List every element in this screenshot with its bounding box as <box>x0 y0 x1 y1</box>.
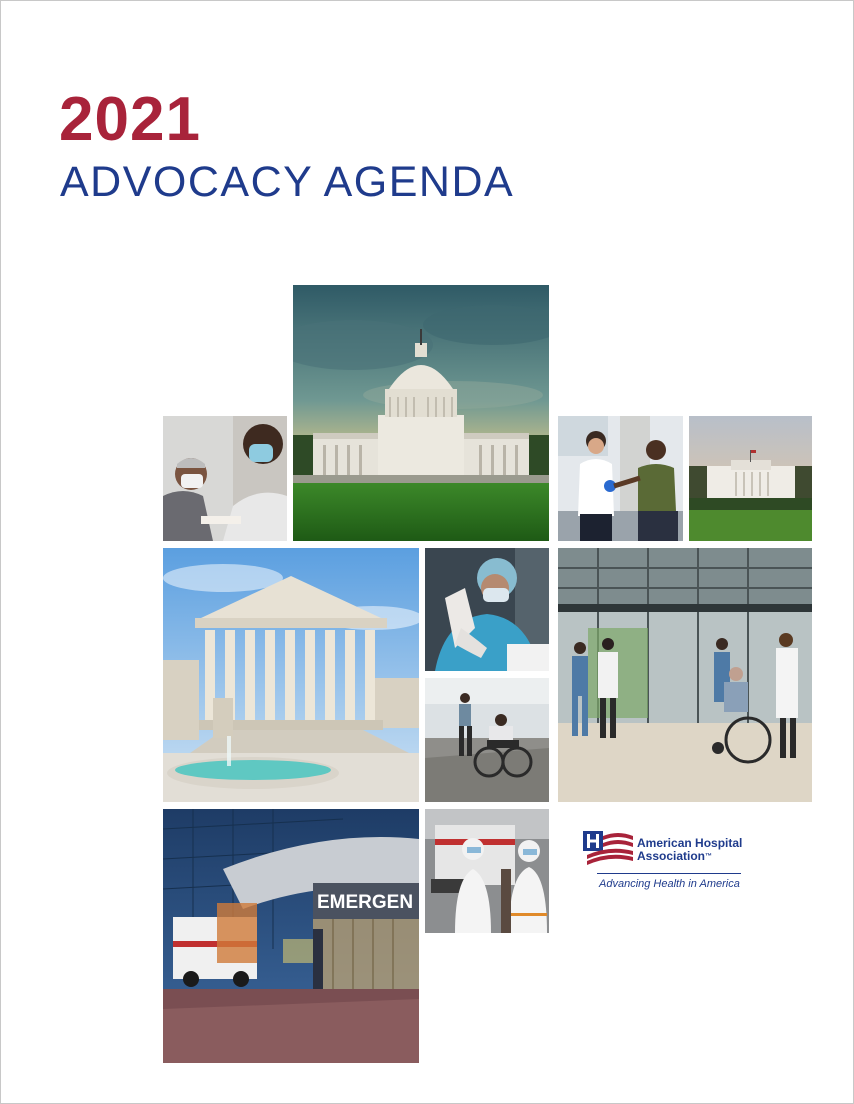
emergency-sign: EMERGEN <box>317 892 414 913</box>
photo-supreme-court <box>163 548 419 802</box>
cover-year: 2021 <box>59 85 201 154</box>
photo-therapy <box>558 416 683 541</box>
aha-logo <box>583 831 749 893</box>
photo-capitol <box>293 285 549 541</box>
aha-tagline: Advancing Health in America <box>599 878 740 890</box>
photo-hospital-lobby <box>558 548 812 802</box>
aha-logo-mark-icon <box>583 831 633 865</box>
photo-vaccination <box>163 416 287 541</box>
photo-white-house <box>689 416 812 541</box>
photo-surgeon <box>425 548 549 671</box>
logo-divider <box>597 873 741 874</box>
photo-wheelchair-walk <box>425 678 549 802</box>
cover-title: ADVOCACY AGENDA <box>60 158 515 206</box>
photo-ppe-ambulance <box>425 809 549 933</box>
aha-logo-name: American Hospital Association™ <box>637 836 743 863</box>
photo-emergency <box>163 809 419 1063</box>
